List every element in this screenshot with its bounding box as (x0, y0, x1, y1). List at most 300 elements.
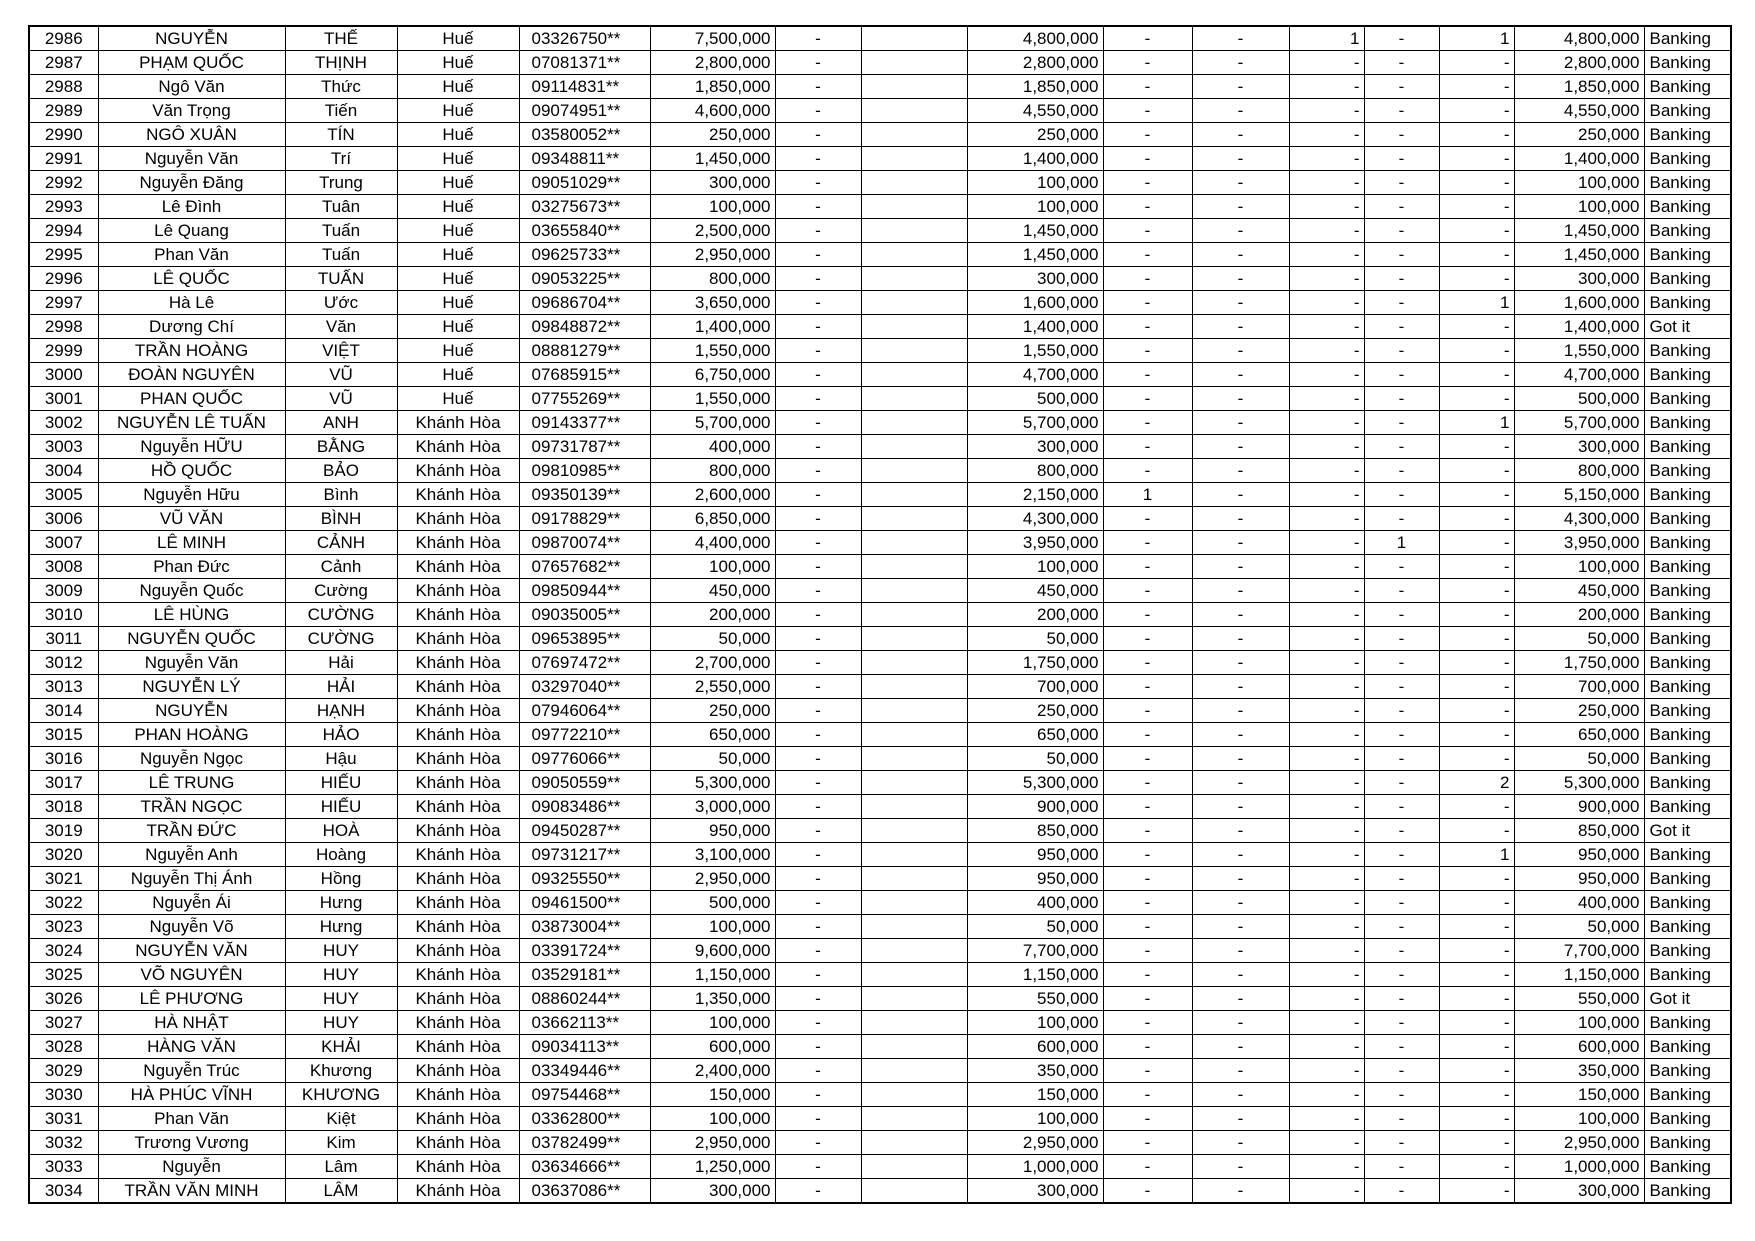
amount-cell: 2,800,000 (650, 51, 775, 75)
count-a-cell: 1 (1103, 483, 1192, 507)
row-number: 3018 (29, 795, 98, 819)
count-c-cell: - (1289, 507, 1364, 531)
blank-cell (861, 339, 967, 363)
province-cell: Huế (397, 387, 519, 411)
dash-cell: - (775, 579, 861, 603)
total-cell: 4,300,000 (1514, 507, 1644, 531)
dash-cell: - (775, 939, 861, 963)
surname-cell: Phan Đức (98, 555, 285, 579)
blank-cell (861, 1059, 967, 1083)
dash-cell: - (775, 1011, 861, 1035)
row-number: 2987 (29, 51, 98, 75)
data-table (28, 25, 1732, 1204)
surname-cell: NGUYỄN LÊ TUẤN (98, 411, 285, 435)
method-cell: Banking (1644, 147, 1731, 171)
province-cell: Khánh Hòa (397, 1107, 519, 1131)
given-name-cell: ANH (285, 411, 397, 435)
given-name-cell: HOÀ (285, 819, 397, 843)
row-number: 3012 (29, 651, 98, 675)
table-row (29, 1011, 1731, 1035)
row-number: 3007 (29, 531, 98, 555)
amount-cell: 100,000 (650, 555, 775, 579)
count-b-cell: - (1192, 435, 1289, 459)
paid-amount-cell: 950,000 (967, 843, 1103, 867)
blank-cell (861, 171, 967, 195)
count-c-cell: - (1289, 195, 1364, 219)
row-number: 2991 (29, 147, 98, 171)
given-name-cell: Hưng (285, 915, 397, 939)
method-cell: Banking (1644, 459, 1731, 483)
count-d-cell: - (1364, 459, 1439, 483)
province-cell: Khánh Hòa (397, 459, 519, 483)
count-e-cell: - (1439, 1179, 1514, 1204)
blank-cell (861, 651, 967, 675)
count-e-cell: - (1439, 483, 1514, 507)
count-c-cell: - (1289, 1131, 1364, 1155)
method-cell: Banking (1644, 243, 1731, 267)
surname-cell: NGÔ XUÂN (98, 123, 285, 147)
row-number: 3033 (29, 1155, 98, 1179)
row-number: 3022 (29, 891, 98, 915)
row-number: 3028 (29, 1035, 98, 1059)
province-cell: Huế (397, 243, 519, 267)
table-row (29, 675, 1731, 699)
blank-cell (861, 363, 967, 387)
amount-cell: 3,000,000 (650, 795, 775, 819)
count-c-cell: - (1289, 315, 1364, 339)
dash-cell: - (775, 26, 861, 51)
province-cell: Khánh Hòa (397, 579, 519, 603)
surname-cell: Nguyễn Quốc (98, 579, 285, 603)
count-b-cell: - (1192, 843, 1289, 867)
blank-cell (861, 459, 967, 483)
blank-cell (861, 435, 967, 459)
count-a-cell: - (1103, 75, 1192, 99)
count-e-cell: - (1439, 963, 1514, 987)
count-b-cell: - (1192, 867, 1289, 891)
total-cell: 100,000 (1514, 171, 1644, 195)
phone-cell: 08860244** (519, 987, 650, 1011)
phone-cell: 09450287** (519, 819, 650, 843)
phone-cell: 09848872** (519, 315, 650, 339)
dash-cell: - (775, 723, 861, 747)
count-c-cell: - (1289, 267, 1364, 291)
dash-cell: - (775, 699, 861, 723)
amount-cell: 800,000 (650, 459, 775, 483)
blank-cell (861, 939, 967, 963)
count-e-cell: - (1439, 435, 1514, 459)
row-number: 3020 (29, 843, 98, 867)
table-row (29, 387, 1731, 411)
table-row (29, 171, 1731, 195)
province-cell: Khánh Hòa (397, 1155, 519, 1179)
count-e-cell: - (1439, 747, 1514, 771)
count-c-cell: - (1289, 963, 1364, 987)
phone-cell: 09034113** (519, 1035, 650, 1059)
count-c-cell: - (1289, 675, 1364, 699)
method-cell: Banking (1644, 579, 1731, 603)
count-c-cell: - (1289, 411, 1364, 435)
blank-cell (861, 1035, 967, 1059)
method-cell: Got it (1644, 819, 1731, 843)
dash-cell: - (775, 987, 861, 1011)
amount-cell: 5,700,000 (650, 411, 775, 435)
dash-cell: - (775, 123, 861, 147)
method-cell: Banking (1644, 1059, 1731, 1083)
count-c-cell: - (1289, 747, 1364, 771)
surname-cell: HÀ PHÚC VĨNH (98, 1083, 285, 1107)
count-a-cell: - (1103, 939, 1192, 963)
method-cell: Banking (1644, 651, 1731, 675)
table-row (29, 99, 1731, 123)
count-c-cell: - (1289, 627, 1364, 651)
row-number: 2988 (29, 75, 98, 99)
count-e-cell: - (1439, 387, 1514, 411)
row-number: 3031 (29, 1107, 98, 1131)
phone-cell: 09083486** (519, 795, 650, 819)
count-b-cell: - (1192, 699, 1289, 723)
count-b-cell: - (1192, 171, 1289, 195)
dash-cell: - (775, 651, 861, 675)
count-e-cell: - (1439, 75, 1514, 99)
dash-cell: - (775, 243, 861, 267)
given-name-cell: Lâm (285, 1155, 397, 1179)
given-name-cell: Hồng (285, 867, 397, 891)
given-name-cell: Khương (285, 1059, 397, 1083)
province-cell: Khánh Hòa (397, 675, 519, 699)
count-b-cell: - (1192, 1131, 1289, 1155)
count-b-cell: - (1192, 987, 1289, 1011)
total-cell: 350,000 (1514, 1059, 1644, 1083)
count-e-cell: - (1439, 603, 1514, 627)
count-c-cell: - (1289, 51, 1364, 75)
count-b-cell: - (1192, 1059, 1289, 1083)
paid-amount-cell: 50,000 (967, 627, 1103, 651)
paid-amount-cell: 100,000 (967, 1107, 1103, 1131)
row-number: 3013 (29, 675, 98, 699)
count-d-cell: - (1364, 243, 1439, 267)
blank-cell (861, 51, 967, 75)
count-e-cell: - (1439, 795, 1514, 819)
count-d-cell: - (1364, 195, 1439, 219)
phone-cell: 09754468** (519, 1083, 650, 1107)
amount-cell: 1,400,000 (650, 315, 775, 339)
row-number: 2989 (29, 99, 98, 123)
dash-cell: - (775, 675, 861, 699)
table-row (29, 915, 1731, 939)
given-name-cell: Trí (285, 147, 397, 171)
given-name-cell: TUẤN (285, 267, 397, 291)
blank-cell (861, 603, 967, 627)
blank-cell (861, 843, 967, 867)
given-name-cell: HUY (285, 1011, 397, 1035)
count-e-cell: - (1439, 147, 1514, 171)
phone-cell: 09053225** (519, 267, 650, 291)
province-cell: Khánh Hòa (397, 1179, 519, 1204)
count-b-cell: - (1192, 891, 1289, 915)
total-cell: 100,000 (1514, 195, 1644, 219)
blank-cell (861, 75, 967, 99)
amount-cell: 50,000 (650, 747, 775, 771)
table-row (29, 483, 1731, 507)
province-cell: Khánh Hòa (397, 699, 519, 723)
dash-cell: - (775, 603, 861, 627)
count-d-cell: - (1364, 315, 1439, 339)
paid-amount-cell: 1,550,000 (967, 339, 1103, 363)
count-d-cell: - (1364, 1179, 1439, 1204)
surname-cell: TRẦN HOÀNG (98, 339, 285, 363)
table-row (29, 1179, 1731, 1204)
paid-amount-cell: 150,000 (967, 1083, 1103, 1107)
amount-cell: 1,550,000 (650, 387, 775, 411)
count-d-cell: - (1364, 1107, 1439, 1131)
phone-cell: 03326750** (519, 26, 650, 51)
table-row (29, 291, 1731, 315)
blank-cell (861, 26, 967, 51)
phone-cell: 09035005** (519, 603, 650, 627)
amount-cell: 2,600,000 (650, 483, 775, 507)
phone-cell: 03391724** (519, 939, 650, 963)
method-cell: Banking (1644, 1107, 1731, 1131)
count-b-cell: - (1192, 1011, 1289, 1035)
surname-cell: Nguyễn Văn (98, 651, 285, 675)
row-number: 3001 (29, 387, 98, 411)
method-cell: Banking (1644, 795, 1731, 819)
province-cell: Huế (397, 267, 519, 291)
method-cell: Banking (1644, 1011, 1731, 1035)
method-cell: Banking (1644, 891, 1731, 915)
phone-cell: 09686704** (519, 291, 650, 315)
total-cell: 400,000 (1514, 891, 1644, 915)
surname-cell: NGUYỄN LÝ (98, 675, 285, 699)
blank-cell (861, 963, 967, 987)
given-name-cell: KHƯƠNG (285, 1083, 397, 1107)
dash-cell: - (775, 747, 861, 771)
paid-amount-cell: 300,000 (967, 1179, 1103, 1204)
method-cell: Banking (1644, 1155, 1731, 1179)
amount-cell: 450,000 (650, 579, 775, 603)
count-a-cell: - (1103, 147, 1192, 171)
count-a-cell: - (1103, 1131, 1192, 1155)
given-name-cell: HẢI (285, 675, 397, 699)
count-a-cell: - (1103, 819, 1192, 843)
dash-cell: - (775, 1059, 861, 1083)
table-row (29, 699, 1731, 723)
total-cell: 4,550,000 (1514, 99, 1644, 123)
paid-amount-cell: 5,300,000 (967, 771, 1103, 795)
amount-cell: 1,850,000 (650, 75, 775, 99)
province-cell: Khánh Hòa (397, 843, 519, 867)
row-number: 3026 (29, 987, 98, 1011)
count-c-cell: - (1289, 987, 1364, 1011)
surname-cell: HÀNG VĂN (98, 1035, 285, 1059)
paid-amount-cell: 1,450,000 (967, 219, 1103, 243)
count-c-cell: - (1289, 1011, 1364, 1035)
blank-cell (861, 915, 967, 939)
province-cell: Khánh Hòa (397, 1059, 519, 1083)
count-d-cell: - (1364, 891, 1439, 915)
blank-cell (861, 267, 967, 291)
table-row (29, 1059, 1731, 1083)
count-d-cell: - (1364, 1083, 1439, 1107)
count-a-cell: - (1103, 987, 1192, 1011)
count-a-cell: - (1103, 915, 1192, 939)
count-a-cell: - (1103, 603, 1192, 627)
amount-cell: 3,100,000 (650, 843, 775, 867)
province-cell: Huế (397, 195, 519, 219)
table-row (29, 579, 1731, 603)
dash-cell: - (775, 195, 861, 219)
dash-cell: - (775, 819, 861, 843)
count-c-cell: - (1289, 363, 1364, 387)
given-name-cell: THỊNH (285, 51, 397, 75)
count-c-cell: - (1289, 795, 1364, 819)
table-row (29, 747, 1731, 771)
row-number: 2990 (29, 123, 98, 147)
count-d-cell: - (1364, 819, 1439, 843)
given-name-cell: Ước (285, 291, 397, 315)
method-cell: Got it (1644, 315, 1731, 339)
amount-cell: 100,000 (650, 915, 775, 939)
total-cell: 1,000,000 (1514, 1155, 1644, 1179)
total-cell: 150,000 (1514, 1083, 1644, 1107)
table-row (29, 987, 1731, 1011)
province-cell: Khánh Hòa (397, 795, 519, 819)
given-name-cell: HUY (285, 987, 397, 1011)
given-name-cell: CẢNH (285, 531, 397, 555)
total-cell: 800,000 (1514, 459, 1644, 483)
dash-cell: - (775, 291, 861, 315)
blank-cell (861, 891, 967, 915)
count-c-cell: - (1289, 579, 1364, 603)
dash-cell: - (775, 1131, 861, 1155)
dash-cell: - (775, 963, 861, 987)
province-cell: Khánh Hòa (397, 555, 519, 579)
phone-cell: 07685915** (519, 363, 650, 387)
count-a-cell: - (1103, 627, 1192, 651)
count-e-cell: 2 (1439, 771, 1514, 795)
count-c-cell: - (1289, 1035, 1364, 1059)
method-cell: Banking (1644, 51, 1731, 75)
count-b-cell: - (1192, 75, 1289, 99)
table-row (29, 651, 1731, 675)
surname-cell: Ngô Văn (98, 75, 285, 99)
province-cell: Huế (397, 315, 519, 339)
row-number: 2994 (29, 219, 98, 243)
count-a-cell: - (1103, 1083, 1192, 1107)
amount-cell: 1,250,000 (650, 1155, 775, 1179)
blank-cell (861, 867, 967, 891)
phone-cell: 03782499** (519, 1131, 650, 1155)
surname-cell: VŨ VĂN (98, 507, 285, 531)
table-row (29, 963, 1731, 987)
given-name-cell: Tuấn (285, 219, 397, 243)
count-e-cell: - (1439, 219, 1514, 243)
count-a-cell: - (1103, 243, 1192, 267)
dash-cell: - (775, 795, 861, 819)
phone-cell: 09143377** (519, 411, 650, 435)
table-row (29, 531, 1731, 555)
phone-cell: 03662113** (519, 1011, 650, 1035)
phone-cell: 03873004** (519, 915, 650, 939)
count-c-cell: - (1289, 771, 1364, 795)
count-a-cell: - (1103, 1179, 1192, 1204)
total-cell: 2,950,000 (1514, 1131, 1644, 1155)
province-cell: Huế (397, 99, 519, 123)
amount-cell: 300,000 (650, 171, 775, 195)
surname-cell: LÊ MINH (98, 531, 285, 555)
given-name-cell: Hải (285, 651, 397, 675)
blank-cell (861, 627, 967, 651)
blank-cell (861, 1083, 967, 1107)
paid-amount-cell: 400,000 (967, 891, 1103, 915)
total-cell: 300,000 (1514, 435, 1644, 459)
total-cell: 1,750,000 (1514, 651, 1644, 675)
paid-amount-cell: 300,000 (967, 435, 1103, 459)
row-number: 2997 (29, 291, 98, 315)
count-b-cell: - (1192, 195, 1289, 219)
amount-cell: 100,000 (650, 1107, 775, 1131)
count-e-cell: 1 (1439, 291, 1514, 315)
paid-amount-cell: 4,300,000 (967, 507, 1103, 531)
phone-cell: 09776066** (519, 747, 650, 771)
total-cell: 5,700,000 (1514, 411, 1644, 435)
paid-amount-cell: 2,800,000 (967, 51, 1103, 75)
dash-cell: - (775, 627, 861, 651)
count-b-cell: - (1192, 507, 1289, 531)
count-b-cell: - (1192, 99, 1289, 123)
count-a-cell: - (1103, 195, 1192, 219)
surname-cell: TRẦN NGỌC (98, 795, 285, 819)
count-c-cell: - (1289, 603, 1364, 627)
amount-cell: 4,400,000 (650, 531, 775, 555)
surname-cell: Hà Lê (98, 291, 285, 315)
dash-cell: - (775, 507, 861, 531)
count-c-cell: - (1289, 1083, 1364, 1107)
blank-cell (861, 987, 967, 1011)
count-a-cell: - (1103, 291, 1192, 315)
count-b-cell: - (1192, 819, 1289, 843)
count-e-cell: 1 (1439, 411, 1514, 435)
method-cell: Banking (1644, 1035, 1731, 1059)
province-cell: Huế (397, 171, 519, 195)
dash-cell: - (775, 75, 861, 99)
method-cell: Banking (1644, 123, 1731, 147)
phone-cell: 07081371** (519, 51, 650, 75)
given-name-cell: Thức (285, 75, 397, 99)
table-row (29, 51, 1731, 75)
total-cell: 250,000 (1514, 699, 1644, 723)
count-d-cell: - (1364, 555, 1439, 579)
table-row (29, 819, 1731, 843)
count-c-cell: - (1289, 219, 1364, 243)
surname-cell: Nguyễn Thị Ánh (98, 867, 285, 891)
count-d-cell: - (1364, 1035, 1439, 1059)
paid-amount-cell: 1,600,000 (967, 291, 1103, 315)
amount-cell: 6,850,000 (650, 507, 775, 531)
paid-amount-cell: 250,000 (967, 123, 1103, 147)
table-row (29, 1107, 1731, 1131)
count-c-cell: - (1289, 939, 1364, 963)
dash-cell: - (775, 147, 861, 171)
count-d-cell: - (1364, 651, 1439, 675)
paid-amount-cell: 100,000 (967, 555, 1103, 579)
method-cell: Banking (1644, 675, 1731, 699)
total-cell: 100,000 (1514, 1107, 1644, 1131)
method-cell: Banking (1644, 411, 1731, 435)
amount-cell: 2,400,000 (650, 1059, 775, 1083)
given-name-cell: HIẾU (285, 771, 397, 795)
